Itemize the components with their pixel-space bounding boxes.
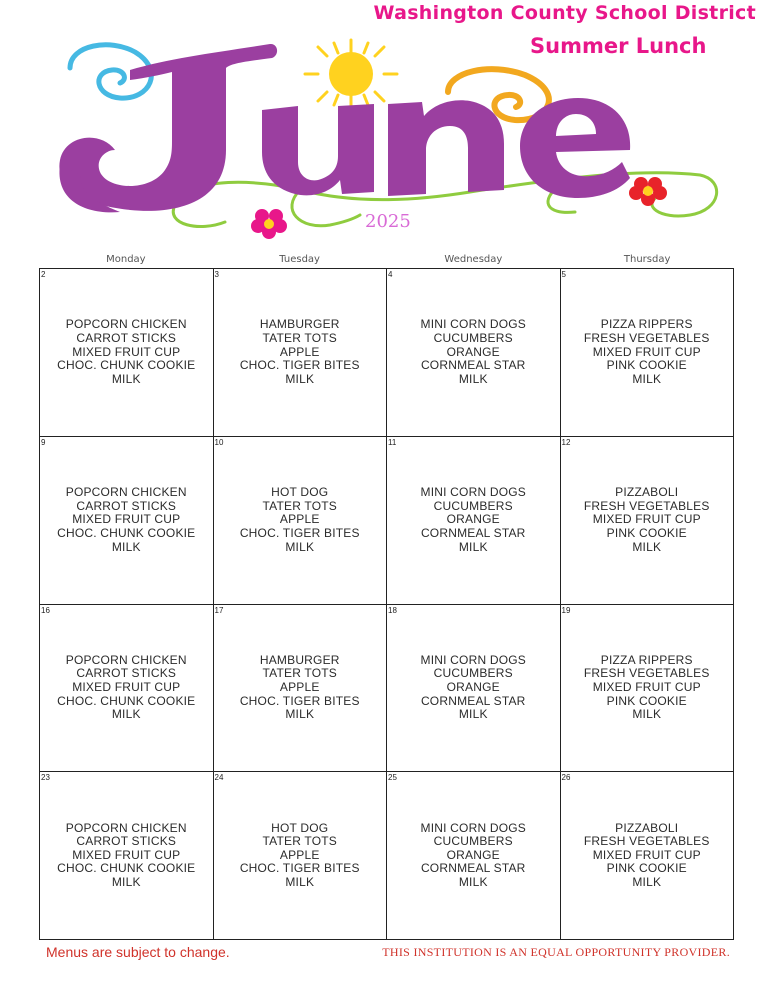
menu-list	[57, 486, 195, 554]
menu-item: CARROT STICKS	[76, 666, 177, 681]
day-number: 3	[214, 270, 219, 279]
menu-item: APPLE	[279, 512, 320, 527]
menu-item: PIZZABOLI	[615, 485, 679, 500]
menu-item: PINK COOKIE	[606, 525, 687, 540]
day-number: 24	[214, 773, 224, 783]
menu-list	[584, 822, 710, 890]
menu-item: PINK COOKIE	[606, 861, 687, 876]
menu-item: CUCUMBERS	[433, 666, 513, 681]
menu-item: MINI CORN DOGS	[420, 485, 526, 500]
menu-item: PINK COOKIE	[606, 693, 687, 708]
menu-item: TATER TOTS	[262, 666, 337, 681]
menu-list	[57, 822, 195, 890]
menu-item: MILK	[632, 875, 662, 890]
menu-item: MILK	[111, 875, 141, 890]
menu-item: MILK	[632, 707, 662, 722]
menu-calendar	[39, 268, 734, 940]
menu-list	[240, 486, 360, 554]
menu-list	[421, 486, 526, 554]
menu-item: MILK	[632, 539, 662, 554]
menu-item: MIXED FRUIT CUP	[72, 344, 181, 359]
menu-item: MIXED FRUIT CUP	[72, 512, 181, 527]
calendar-day-cell	[214, 437, 388, 605]
weekday-thursday: Thursday	[623, 254, 671, 265]
menu-item: CORNMEAL STAR	[420, 358, 526, 373]
menu-item: MILK	[285, 539, 315, 554]
calendar-day-cell	[561, 269, 735, 437]
menu-list	[421, 654, 526, 722]
menu-item: CHOC. TIGER BITES	[239, 525, 360, 540]
menu-item: HOT DOG	[271, 485, 329, 500]
menu-item: MIXED FRUIT CUP	[592, 680, 701, 695]
menu-item: CHOC. TIGER BITES	[239, 861, 360, 876]
menu-item: MIXED FRUIT CUP	[592, 847, 701, 862]
menu-item: HAMBURGER	[259, 317, 340, 332]
calendar-day-cell	[40, 269, 214, 437]
menu-item: MINI CORN DOGS	[420, 652, 526, 667]
menu-item: HOT DOG	[271, 820, 329, 835]
menu-list	[240, 318, 360, 386]
day-number: 2	[41, 270, 46, 279]
menu-list	[421, 822, 526, 890]
menu-list	[57, 318, 195, 386]
menu-item: ORANGE	[446, 512, 500, 527]
menu-item: TATER TOTS	[262, 330, 337, 345]
menu-item: CORNMEAL STAR	[420, 693, 526, 708]
day-number: 16	[41, 605, 50, 615]
menu-item: CHOC. CHUNK COOKIE	[57, 693, 196, 708]
menu-item: ORANGE	[446, 680, 500, 695]
calendar-day-cell	[387, 269, 561, 437]
program-subtitle: Summer Lunch	[530, 34, 707, 58]
menu-item: CUCUMBERS	[433, 330, 513, 345]
calendar-year: 2025	[365, 211, 411, 232]
menu-item: TATER TOTS	[262, 498, 337, 513]
menu-item: CHOC. CHUNK COOKIE	[57, 358, 196, 373]
menu-change-notice: Menus are subject to change.	[46, 944, 230, 960]
menu-item: APPLE	[279, 847, 320, 862]
menu-item: CHOC. TIGER BITES	[239, 693, 360, 708]
calendar-day-cell	[214, 605, 388, 773]
menu-item: POPCORN CHICKEN	[65, 485, 187, 500]
menu-item: FRESH VEGETABLES	[583, 498, 710, 513]
menu-item: PIZZA RIPPERS	[600, 652, 693, 667]
menu-item: POPCORN CHICKEN	[65, 820, 187, 835]
weekday-tuesday: Tuesday	[279, 254, 320, 265]
menu-item: PIZZABOLI	[615, 820, 679, 835]
calendar-day-cell	[40, 437, 214, 605]
calendar-day-cell	[387, 772, 561, 940]
menu-item: TATER TOTS	[262, 834, 337, 849]
menu-item: MILK	[458, 707, 488, 722]
day-number: 23	[41, 773, 50, 783]
menu-list	[57, 654, 195, 722]
day-number: 18	[388, 605, 397, 615]
menu-item: CORNMEAL STAR	[420, 861, 526, 876]
menu-item: MILK	[285, 371, 315, 386]
day-number: 26	[561, 773, 571, 783]
menu-item: MINI CORN DOGS	[420, 820, 526, 835]
weekday-wednesday: Wednesday	[444, 254, 503, 265]
weekday-header	[39, 254, 734, 268]
menu-item: CHOC. TIGER BITES	[239, 358, 360, 373]
menu-list	[240, 822, 360, 890]
menu-item: APPLE	[279, 344, 320, 359]
weekday-monday: Monday	[106, 254, 146, 265]
day-number: 12	[561, 437, 571, 447]
menu-item: HAMBURGER	[259, 652, 340, 667]
menu-item: MIXED FRUIT CUP	[72, 680, 181, 695]
day-number: 10	[214, 437, 224, 447]
calendar-day-cell	[561, 437, 735, 605]
day-number: 9	[41, 437, 46, 447]
menu-item: MILK	[111, 539, 141, 554]
menu-item: MIXED FRUIT CUP	[592, 512, 701, 527]
menu-item: MINI CORN DOGS	[420, 317, 526, 332]
menu-item: PIZZA RIPPERS	[600, 317, 693, 332]
menu-item: MILK	[458, 539, 488, 554]
menu-item: MILK	[632, 371, 662, 386]
menu-item: MILK	[458, 875, 488, 890]
menu-item: MILK	[458, 371, 488, 386]
menu-item: CORNMEAL STAR	[420, 525, 526, 540]
calendar-day-cell	[40, 772, 214, 940]
menu-item: MILK	[285, 875, 315, 890]
pink-flower-icon	[251, 209, 287, 239]
calendar-day-cell	[387, 605, 561, 773]
menu-item: ORANGE	[446, 344, 500, 359]
calendar-day-cell	[387, 437, 561, 605]
menu-item: CARROT STICKS	[76, 330, 177, 345]
menu-list	[584, 318, 710, 386]
menu-item: CARROT STICKS	[76, 834, 177, 849]
menu-item: POPCORN CHICKEN	[65, 652, 187, 667]
menu-item: CHOC. CHUNK COOKIE	[57, 525, 196, 540]
menu-item: MIXED FRUIT CUP	[592, 344, 701, 359]
day-number: 5	[561, 270, 566, 279]
menu-list	[421, 318, 526, 386]
menu-item: MIXED FRUIT CUP	[72, 847, 181, 862]
day-number: 4	[388, 270, 393, 279]
menu-item: APPLE	[279, 680, 320, 695]
menu-item: CARROT STICKS	[76, 498, 177, 513]
calendar-day-cell	[214, 269, 388, 437]
day-number: 25	[388, 773, 397, 783]
calendar-day-cell	[561, 772, 735, 940]
menu-item: POPCORN CHICKEN	[65, 317, 187, 332]
menu-item: FRESH VEGETABLES	[583, 666, 710, 681]
menu-item: CUCUMBERS	[433, 834, 513, 849]
day-number: 17	[214, 605, 224, 615]
menu-item: MILK	[111, 707, 141, 722]
equal-opportunity-notice: THIS INSTITUTION IS AN EQUAL OPPORTUNITY PROVIDER.	[382, 945, 730, 959]
menu-list	[584, 486, 710, 554]
menu-item: MILK	[285, 707, 315, 722]
menu-item: PINK COOKIE	[606, 358, 687, 373]
menu-item: ORANGE	[446, 847, 500, 862]
calendar-day-cell	[561, 605, 735, 773]
day-number: 11	[388, 437, 397, 447]
district-title: Washington County School District	[373, 2, 756, 24]
sun-icon	[305, 40, 397, 108]
calendar-day-cell	[40, 605, 214, 773]
menu-item: FRESH VEGETABLES	[583, 834, 710, 849]
menu-item: CHOC. CHUNK COOKIE	[57, 861, 196, 876]
menu-item: MILK	[111, 371, 141, 386]
menu-list	[240, 654, 360, 722]
day-number: 19	[561, 605, 571, 615]
calendar-day-cell	[214, 772, 388, 940]
menu-item: CUCUMBERS	[433, 498, 513, 513]
red-flower-icon	[629, 177, 667, 206]
menu-list	[584, 654, 710, 722]
menu-item: FRESH VEGETABLES	[583, 330, 710, 345]
